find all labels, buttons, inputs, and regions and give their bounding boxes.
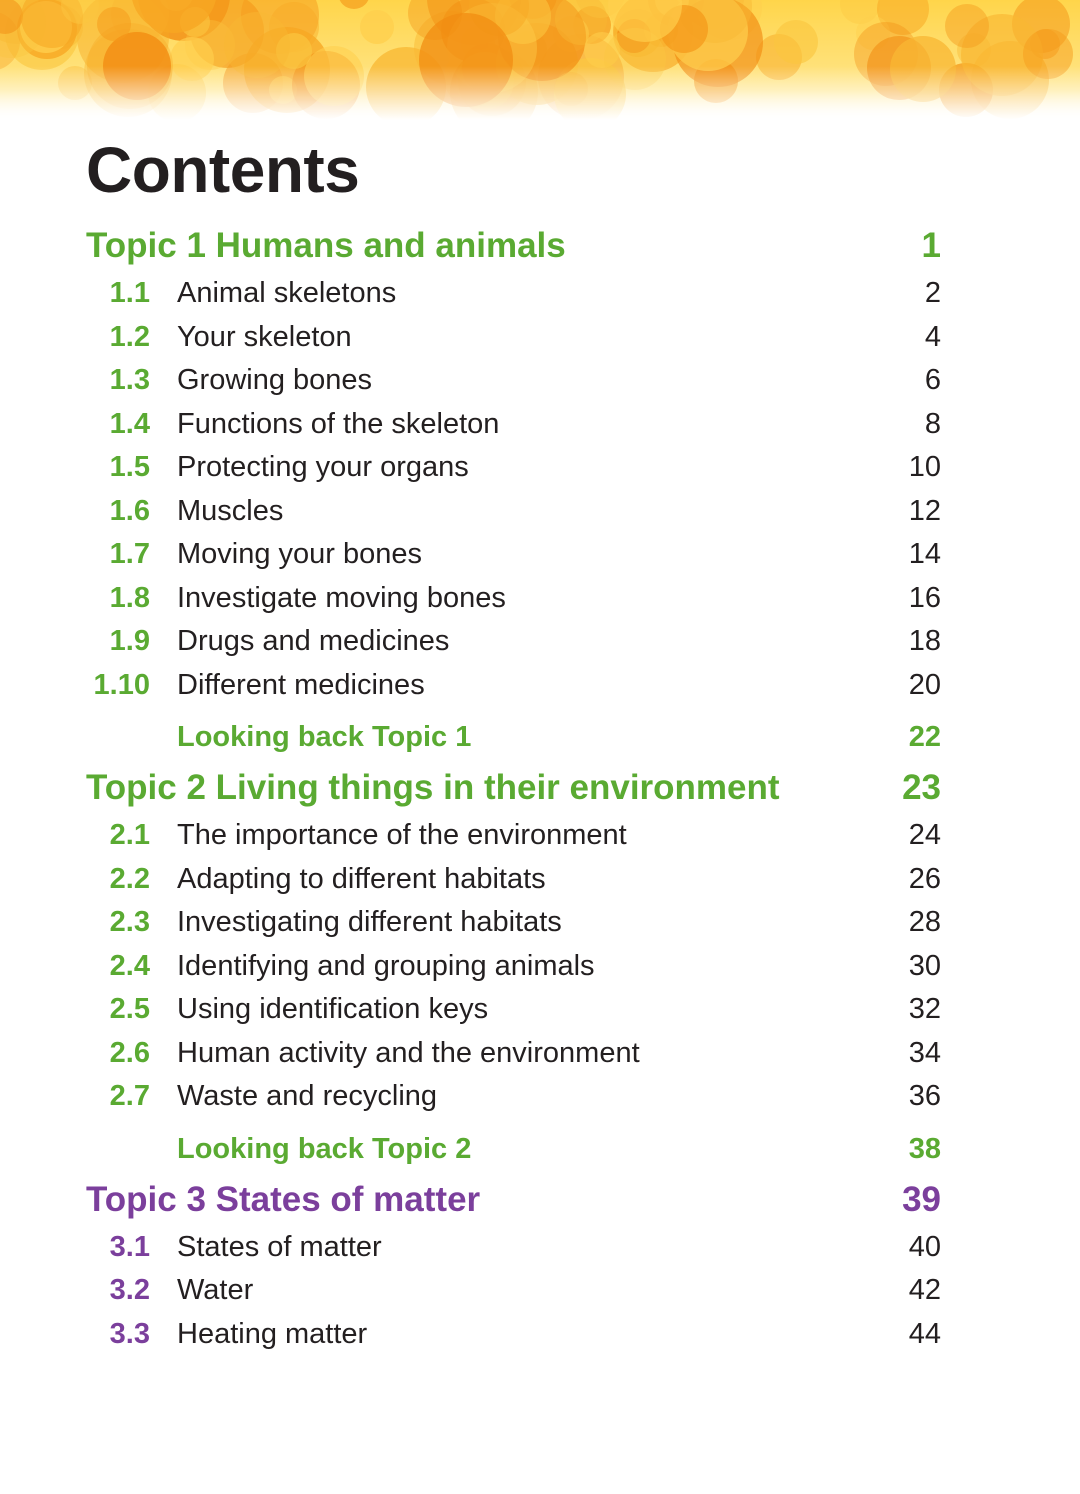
section-title: Protecting your organs (177, 451, 469, 483)
topic-heading-row[interactable] (86, 222, 941, 270)
section-number: 1.6 (109, 494, 150, 527)
section-row[interactable] (86, 403, 941, 447)
section-title: Heating matter (177, 1317, 368, 1350)
section-row[interactable] (86, 359, 941, 403)
topic-3-block (86, 1176, 941, 1357)
section-number: 1.5 (109, 451, 150, 483)
decorative-bubble-banner (0, 0, 1080, 120)
section-row[interactable] (86, 1032, 941, 1076)
section-number: 1.7 (109, 538, 150, 570)
section-number: 1.1 (109, 277, 150, 309)
section-title: Waste and recycling (177, 1080, 438, 1112)
section-title: Moving your bones (177, 538, 423, 570)
section-row[interactable] (86, 1313, 941, 1357)
topic-heading: Topic 2 Living things in their environment (86, 768, 780, 807)
section-page-number: 16 (908, 581, 941, 614)
section-number: 2.2 (109, 862, 150, 895)
section-page-number: 14 (908, 538, 941, 570)
section-row[interactable] (86, 577, 941, 621)
section-row[interactable] (86, 446, 941, 490)
section-row[interactable] (86, 272, 941, 316)
section-title: Drugs and medicines (177, 625, 450, 657)
section-number: 1.9 (109, 625, 150, 657)
section-title: Muscles (177, 494, 284, 527)
section-title: Your skeleton (177, 320, 352, 353)
section-title: Growing bones (177, 364, 373, 396)
section-title: States of matter (177, 1230, 382, 1263)
section-page-number: 6 (924, 364, 941, 396)
section-page-number: 24 (908, 819, 941, 851)
section-page-number: 26 (908, 862, 941, 895)
section-number: 1.3 (109, 364, 150, 396)
looking-back-title: Looking back Topic 2 (177, 1132, 472, 1165)
section-number: 3.3 (109, 1317, 150, 1350)
topic-heading-row[interactable] (86, 1176, 941, 1224)
section-page-number: 18 (908, 625, 941, 657)
section-row[interactable] (86, 664, 941, 708)
section-row[interactable] (86, 1269, 941, 1313)
section-page-number: 10 (908, 451, 941, 483)
section-row[interactable] (86, 814, 941, 858)
section-number: 2.6 (109, 1036, 150, 1069)
section-page-number: 20 (908, 668, 941, 701)
section-row[interactable] (86, 533, 941, 577)
topic-page-number: 23 (902, 768, 941, 807)
looking-back-page-number: 38 (908, 1132, 941, 1165)
section-number: 1.2 (109, 320, 150, 353)
section-title: Identifying and grouping animals (177, 949, 595, 982)
section-page-number: 36 (908, 1080, 941, 1112)
section-page-number: 8 (924, 407, 941, 440)
section-title: Investigating different habitats (177, 906, 562, 938)
section-page-number: 12 (908, 494, 941, 527)
section-page-number: 30 (908, 949, 941, 982)
section-title: Animal skeletons (177, 277, 397, 309)
section-page-number: 34 (908, 1036, 941, 1069)
section-row[interactable] (86, 858, 941, 902)
section-page-number: 32 (908, 993, 941, 1025)
section-title: Human activity and the environment (177, 1036, 640, 1069)
section-row[interactable] (86, 1075, 941, 1119)
topic-1-block (86, 222, 941, 764)
section-number: 1.8 (109, 581, 150, 614)
looking-back-title: Looking back Topic 1 (177, 721, 472, 753)
section-title: Adapting to different habitats (177, 862, 546, 895)
section-title: Water (177, 1274, 254, 1306)
section-page-number: 2 (924, 277, 941, 309)
looking-back-row[interactable] (86, 1122, 941, 1176)
section-title: Investigate moving bones (177, 581, 506, 614)
page-title: Contents (86, 134, 360, 206)
section-row[interactable] (86, 988, 941, 1032)
section-number: 2.3 (109, 906, 150, 938)
looking-back-row[interactable] (86, 710, 941, 764)
section-title: Using identification keys (177, 993, 489, 1025)
topic-page-number: 1 (921, 226, 941, 265)
section-title: Functions of the skeleton (177, 407, 500, 440)
section-page-number: 42 (908, 1274, 941, 1306)
bubble-pattern-graphic (0, 0, 1080, 120)
looking-back-page-number: 22 (908, 721, 941, 753)
section-row[interactable] (86, 490, 941, 534)
section-number: 1.10 (93, 668, 150, 701)
section-row[interactable] (86, 620, 941, 664)
section-title: Different medicines (177, 668, 425, 701)
table-of-contents (86, 222, 941, 1356)
section-page-number: 4 (924, 320, 941, 353)
section-number: 2.4 (109, 949, 150, 982)
section-row[interactable] (86, 1226, 941, 1270)
section-title: The importance of the environment (177, 819, 627, 851)
section-number: 1.4 (109, 407, 150, 440)
section-row[interactable] (86, 901, 941, 945)
section-page-number: 40 (908, 1230, 941, 1263)
topic-2-block (86, 764, 941, 1176)
section-number: 2.5 (109, 993, 150, 1025)
topic-heading-row[interactable] (86, 764, 941, 812)
section-number: 2.7 (109, 1080, 150, 1112)
section-page-number: 28 (908, 906, 941, 938)
section-number: 2.1 (109, 819, 150, 851)
section-page-number: 44 (908, 1317, 941, 1350)
topic-page-number: 39 (902, 1179, 941, 1219)
topic-heading: Topic 3 States of matter (86, 1179, 481, 1219)
section-number: 3.1 (109, 1230, 150, 1263)
section-row[interactable] (86, 945, 941, 989)
section-number: 3.2 (109, 1274, 150, 1306)
topic-heading: Topic 1 Humans and animals (86, 226, 566, 265)
section-row[interactable] (86, 316, 941, 360)
